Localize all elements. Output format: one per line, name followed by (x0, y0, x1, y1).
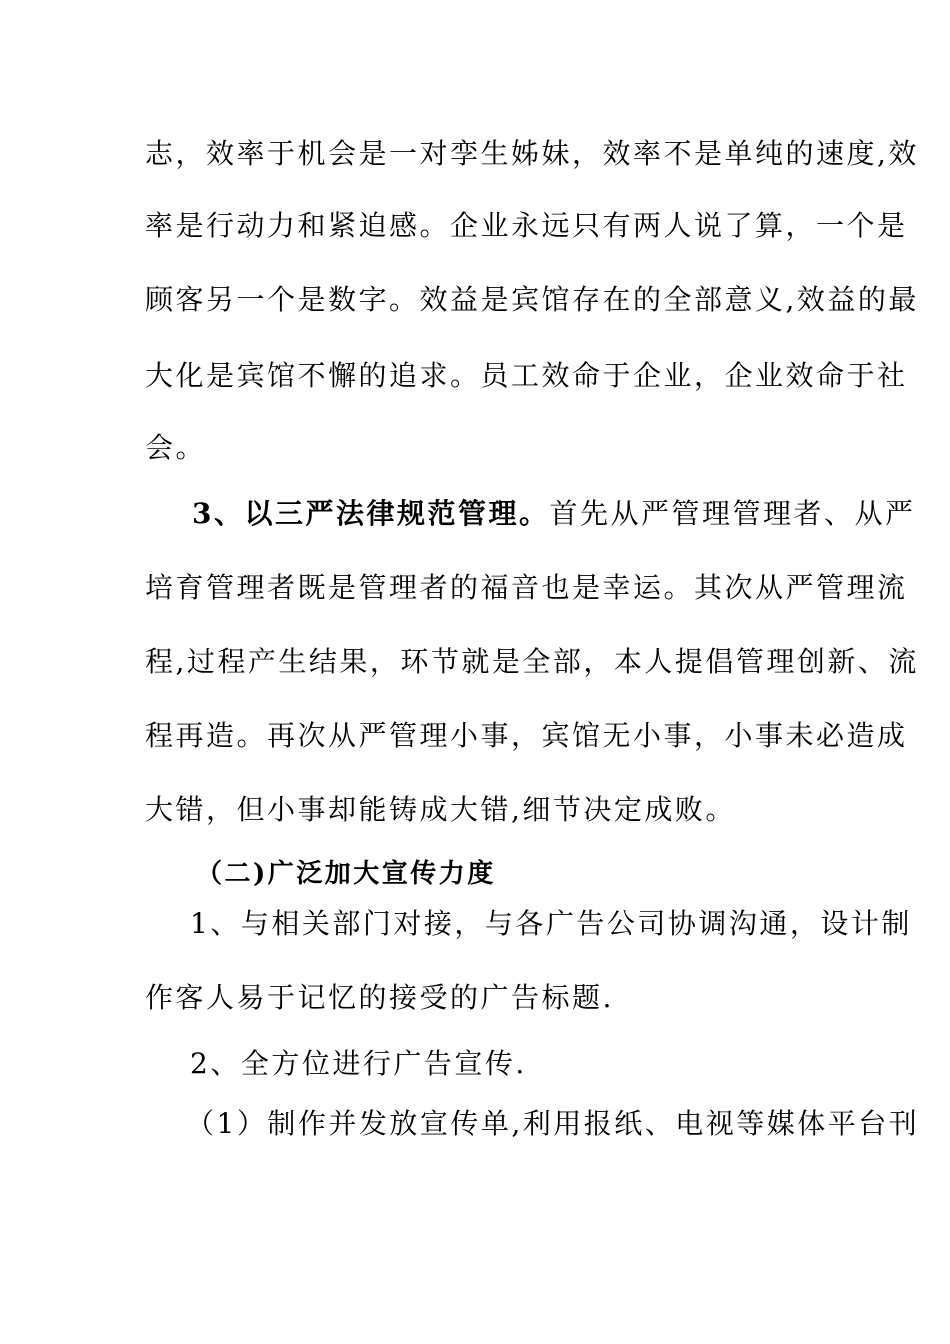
paragraph-first-line (192, 496, 916, 532)
list-item-line: 作客人易于记忆的接受的广告标题. (145, 981, 614, 1014)
paragraph-line: 率是行动力和紧迫感。企业永远只有两人说了算，一个是 (145, 209, 908, 242)
paragraph-line: 会。 (145, 431, 207, 464)
paragraph-line: 程,过程产生结果，环节就是全部，本人提倡管理创新、流 (145, 645, 919, 678)
paragraph-line: 培育管理者既是管理者的福音也是幸运。其次从严管理流 (145, 571, 908, 604)
paragraph-line: 志，效率于机会是一对孪生姊妹，效率不是单纯的速度,效 (145, 137, 919, 170)
list-item: 2、全方位进行广告宣传. (190, 1047, 527, 1080)
paragraph-text: 首先从严管理管理者、从严 (549, 497, 916, 530)
paragraph-line: 大错，但小事却能铸成大错,细节决定成败。 (145, 793, 736, 826)
paragraph-line: 程再造。再次从严管理小事，宾馆无小事，小事未必造成 (145, 719, 908, 752)
list-item-line: 1、与相关部门对接，与各广告公司协调沟通，设计制 (190, 907, 912, 940)
list-subitem: （1）制作并发放宣传单,利用报纸、电视等媒体平台刊 (186, 1107, 920, 1140)
paragraph-heading: 3、以三严法律规范管理。 (192, 497, 550, 530)
paragraph-line: 顾客另一个是数字。效益是宾馆存在的全部意义,效益的最 (145, 283, 919, 316)
paragraph-line: 大化是宾馆不懈的追求。员工效命于企业，企业效命于社 (145, 359, 908, 392)
section-heading: （二)广泛加大宣传力度 (196, 859, 496, 889)
